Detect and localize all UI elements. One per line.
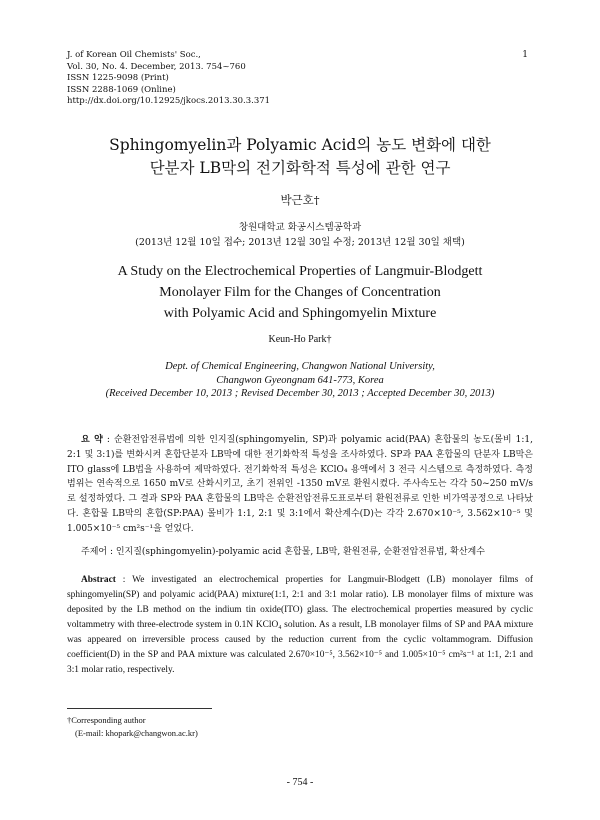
english-title-line3: with Polyamic Acid and Sphingomyelin Mixture <box>163 306 437 321</box>
korean-keywords: 주제어 : 인지질(sphingomyelin)-polyamic acid 혼합물, LB막, 환원전류, 순환전압전류법, 확산계수 <box>81 547 485 557</box>
page-footer-number: - 754 - <box>286 777 314 788</box>
issn-print: ISSN 1225-9098 (Print) <box>67 73 169 83</box>
korean-dates: (2013년 12월 10일 접수; 2013년 12월 30일 수정; 2013년 12월 30일 채택) <box>135 237 465 248</box>
doi-link[interactable]: http://dx.doi.org/10.12925/jkocs.2013.30.3.371 <box>67 96 271 106</box>
footnote <box>67 714 198 740</box>
footnote-corresponding: †Corresponding author <box>67 715 146 725</box>
english-abstract <box>67 573 533 678</box>
english-abstract-label: Abstract <box>81 575 116 585</box>
footnote-email[interactable]: (E-mail: khopark@changwon.ac.kr) <box>75 728 198 738</box>
korean-author: 박근호† <box>280 193 320 207</box>
english-title-line1: A Study on the Electrochemical Properties of Langmuir-Blodgett <box>117 264 483 279</box>
english-dates: (Received December 10, 2013 ; Revised December 30, 2013 ; Accepted December 30, 2013) <box>105 388 495 399</box>
journal-name: J. of Korean Oil Chemists' Soc., <box>67 50 201 60</box>
journal-header <box>67 50 270 108</box>
english-dept: Dept. of Chemical Engineering, Changwon National University, <box>165 361 435 372</box>
korean-abstract <box>67 433 533 537</box>
english-title <box>0 261 600 324</box>
footnote-divider <box>67 708 212 709</box>
english-affiliation-block <box>0 360 600 401</box>
issn-online: ISSN 2288-1069 (Online) <box>67 84 176 95</box>
korean-abstract-label: 요 약 <box>81 435 103 445</box>
english-abstract-text: : We investigated an electrochemical properties for Langmuir-Blodgett (LB) monolayer films of sphingomyelin(SP) and polyamic acid(PAA) mixture(1:1, 2:1 and 3:1 molar ratio). LB monolayer films of mixture was deposited by the LB method on the indium tin oxide(ITO) glass. The electrochemical properties measured by cyclic voltammetry with three-electrode system in 0.1N KClO₄ solution. As a result, LB monolayer films of SP and PAA mixture was appeared on irreversible process caused by the reduction current from the cyclic voltammogram. Diffusion coefficient(D) in the SP and PAA mixture was calculated 2.670×10⁻⁵, 3.562×10⁻⁵ and 1.005×10⁻⁵ cm²s⁻¹ at 1:1, 2:1 and 3:1 molar ratio, respectively. <box>67 575 533 675</box>
english-address: Changwon Gyeongnam 641-773, Korea <box>216 374 384 386</box>
english-author: Keun-Ho Park† <box>268 334 332 345</box>
korean-title-line1: Sphingomyelin과 Polyamic Acid의 농도 변화에 대한 <box>109 136 491 154</box>
header-page-number: 1 <box>522 50 528 60</box>
korean-title-line2: 단분자 LB막의 전기화학적 특성에 관한 연구 <box>149 159 451 177</box>
journal-volume: Vol. 30, No. 4. December, 2013. 754~760 <box>67 61 246 72</box>
korean-title <box>0 134 600 180</box>
korean-affiliation: 창원대학교 화공시스템공학과 <box>238 222 362 233</box>
korean-affiliation-block <box>0 220 600 250</box>
english-title-line2: Monolayer Film for the Changes of Concentration <box>159 285 441 300</box>
korean-abstract-text: : 순환전압전류법에 의한 인지질(sphingomyelin, SP)과 polyamic acid(PAA) 혼합물의 농도(몰비 1:1, 2:1 및 3:1)를 변화시켜 혼합단분자 LB막에 대한 전기화학적 특성을 조사하였다. SP과 PAA 혼합물의 단분자 LB막은 ITO glass에 LB법을 사용하여 제막하였다. 전기화학적 특성은 KClO₄ 용액에서 3 전극 시스템으로 측정하였다. 측정 범위는 연속적으로 1650 mV로 산화시키고, 초기 전위인 -1350 mV로 환원시켰다. 주사속도는 각각 50~250 mV/s로 설정하였다. 그 결과 SP와 PAA 혼합물의 LB막은 순환전압전류도표로부터 환원전류로 인한 비가역공정으로 나타났다. 혼합물 LB막의 혼합(SP:PAA) 몰비가 1:1, 2:1 및 3:1에서 확산계수(D)는 각각 2.670×10⁻⁵, 3.562×10⁻⁵ 및 1.005×10⁻⁵ cm²s⁻¹을 얻었다. <box>67 435 533 534</box>
